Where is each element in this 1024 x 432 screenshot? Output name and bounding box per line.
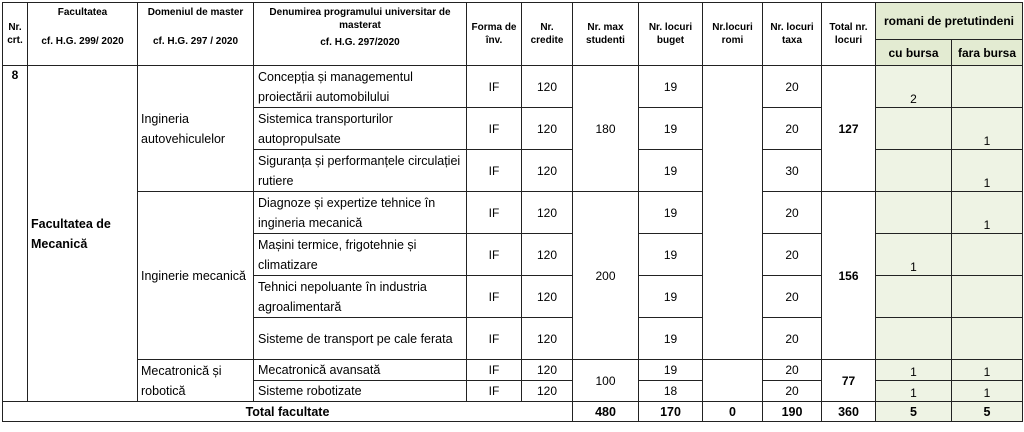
- program-buget: 18: [639, 381, 703, 402]
- program-buget: 19: [639, 234, 703, 276]
- table-row: [3, 192, 1023, 234]
- domain-name: Inginerie mecanică: [138, 192, 254, 360]
- program-credite: 120: [522, 192, 573, 234]
- program-buget: 19: [639, 318, 703, 360]
- header-nr: Nr. crt.: [3, 3, 28, 66]
- program-fara-bursa: 1: [952, 192, 1023, 234]
- totals-cu-bursa: 5: [876, 402, 952, 422]
- totals-taxa: 190: [763, 402, 822, 422]
- program-credite: 120: [522, 108, 573, 150]
- program-buget: 19: [639, 66, 703, 108]
- program-credite: 120: [522, 318, 573, 360]
- program-fara-bursa: 1: [952, 150, 1023, 192]
- program-credite: 120: [522, 66, 573, 108]
- program-taxa: 20: [763, 381, 822, 402]
- domain-total: 127: [822, 66, 876, 192]
- program-forma: IF: [467, 381, 522, 402]
- header-cu-bursa: cu bursa: [876, 40, 952, 66]
- totals-romi: 0: [703, 402, 763, 422]
- program-taxa: 20: [763, 66, 822, 108]
- header-domeniul: Domeniul de master cf. H.G. 297 / 2020: [138, 3, 254, 66]
- header-domeniul-sub: cf. H.G. 297 / 2020: [152, 36, 239, 47]
- domain-name: Mecatronică și robotică: [138, 360, 254, 402]
- domain-romi: [703, 360, 763, 402]
- program-credite: 120: [522, 381, 573, 402]
- program-cu-bursa: 1: [876, 234, 952, 276]
- program-name: Siguranța și performanțele circulației rutiere: [254, 150, 467, 192]
- header-credite: Nr. credite: [522, 3, 573, 66]
- program-cu-bursa: [876, 150, 952, 192]
- program-forma: IF: [467, 108, 522, 150]
- program-buget: 19: [639, 276, 703, 318]
- domain-total: 77: [822, 360, 876, 402]
- header-buget: Nr. locuri buget: [639, 3, 703, 66]
- program-taxa: 20: [763, 360, 822, 381]
- domain-max-studenti: 180: [573, 66, 639, 192]
- program-credite: 120: [522, 234, 573, 276]
- program-fara-bursa: [952, 276, 1023, 318]
- program-forma: IF: [467, 66, 522, 108]
- program-fara-bursa: [952, 66, 1023, 108]
- header-romani-pretutindeni: romani de pretutindeni: [876, 3, 1023, 40]
- table-row: [3, 360, 1023, 381]
- program-taxa: 30: [763, 150, 822, 192]
- header-taxa: Nr. locuri taxa: [763, 3, 822, 66]
- program-buget: 19: [639, 360, 703, 381]
- program-fara-bursa: [952, 234, 1023, 276]
- program-cu-bursa: 1: [876, 360, 952, 381]
- program-forma: IF: [467, 234, 522, 276]
- program-cu-bursa: [876, 276, 952, 318]
- totals-label: Total facultate: [3, 402, 573, 422]
- totals-fara-bursa: 5: [952, 402, 1023, 422]
- domain-name: Ingineria autovehiculelor: [138, 66, 254, 192]
- faculty-name: Facultatea de Mecanică: [28, 66, 138, 402]
- program-name: Sisteme robotizate: [254, 381, 467, 402]
- header-romi: Nr.locuri romi: [703, 3, 763, 66]
- program-fara-bursa: [952, 318, 1023, 360]
- program-taxa: 20: [763, 108, 822, 150]
- program-buget: 19: [639, 108, 703, 150]
- program-name: Sistemica transporturilor autopropulsate: [254, 108, 467, 150]
- program-name: Mecatronică avansată: [254, 360, 467, 381]
- header-fara-bursa: fara bursa: [952, 40, 1023, 66]
- program-name: Concepția și managementul proiectării automobilului: [254, 66, 467, 108]
- header-program-sub: cf. H.G. 297/2020: [320, 37, 400, 48]
- header-total: Total nr. locuri: [822, 3, 876, 66]
- domain-romi: [703, 66, 763, 360]
- header-facultatea: Facultatea cf. H.G. 299/ 2020: [28, 3, 138, 66]
- domain-total: 156: [822, 192, 876, 360]
- program-buget: 19: [639, 192, 703, 234]
- program-cu-bursa: 1: [876, 381, 952, 402]
- program-name: Mașini termice, frigotehnie și climatizare: [254, 234, 467, 276]
- header-facultatea-sub: cf. H.G. 299/ 2020: [41, 36, 124, 47]
- table-row: [3, 66, 1023, 108]
- admission-table: [2, 2, 1023, 422]
- program-taxa: 20: [763, 276, 822, 318]
- program-name: Sisteme de transport pe cale ferata: [254, 318, 467, 360]
- program-buget: 19: [639, 150, 703, 192]
- totals-max: 480: [573, 402, 639, 422]
- program-forma: IF: [467, 150, 522, 192]
- program-name: Diagnoze și expertize tehnice în ingineria mecanică: [254, 192, 467, 234]
- program-credite: 120: [522, 150, 573, 192]
- totals-row: [3, 402, 1023, 422]
- program-cu-bursa: [876, 192, 952, 234]
- totals-total: 360: [822, 402, 876, 422]
- totals-buget: 170: [639, 402, 703, 422]
- program-cu-bursa: [876, 318, 952, 360]
- program-forma: IF: [467, 318, 522, 360]
- program-fara-bursa: 1: [952, 360, 1023, 381]
- header-max-studenti: Nr. max studenti: [573, 3, 639, 66]
- row-nr: 8: [3, 66, 28, 402]
- program-name: Tehnici nepoluante în industria agroalimentară: [254, 276, 467, 318]
- program-credite: 120: [522, 360, 573, 381]
- program-credite: 120: [522, 276, 573, 318]
- program-fara-bursa: 1: [952, 381, 1023, 402]
- domain-max-studenti: 100: [573, 360, 639, 402]
- program-forma: IF: [467, 192, 522, 234]
- program-forma: IF: [467, 276, 522, 318]
- program-fara-bursa: 1: [952, 108, 1023, 150]
- program-forma: IF: [467, 360, 522, 381]
- program-cu-bursa: [876, 108, 952, 150]
- program-taxa: 20: [763, 192, 822, 234]
- domain-max-studenti: 200: [573, 192, 639, 360]
- program-cu-bursa: 2: [876, 66, 952, 108]
- header-forma: Forma de înv.: [467, 3, 522, 66]
- program-taxa: 20: [763, 234, 822, 276]
- header-program: Denumirea programului universitar de masterat cf. H.G. 297/2020: [254, 3, 467, 66]
- program-taxa: 20: [763, 318, 822, 360]
